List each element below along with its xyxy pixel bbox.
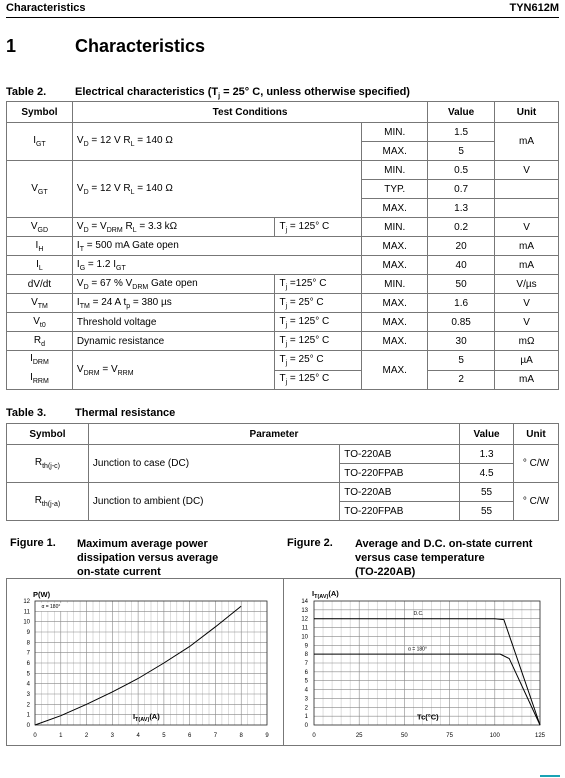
x-tick-label: 2: [84, 733, 89, 739]
temperature-cell: $T_j = 125^\circ$ C: [275, 370, 362, 390]
x-tick-label: 0: [312, 733, 316, 739]
limit-cell: TYP.: [362, 180, 428, 199]
y-tick-label: 10: [301, 634, 308, 641]
y-tick-label: 13: [301, 607, 308, 614]
y-tick-label: 11: [301, 625, 308, 632]
condition-cell: $V_D = V_{DRM}$ $R_L = 3.3$ kΩ: [72, 218, 275, 237]
table-row: [7, 483, 559, 502]
condition-cell: $V_D = 12$ V $R_L = 140$ Ω: [72, 123, 361, 161]
value-cell: 40: [428, 256, 495, 275]
x-axis-label: $I_{T(AV)}(A)$: [132, 711, 160, 723]
caption-line: dissipation versus average: [77, 552, 219, 564]
condition-cell: $V_D = 67$ % $V_{DRM}$ Gate open: [72, 275, 275, 294]
unit-cell: mA: [495, 370, 559, 390]
y-tick-label: 0: [304, 723, 308, 729]
y-tick-label: 2: [304, 705, 308, 712]
y-tick-label: 10: [23, 619, 30, 626]
y-tick-label: 3: [26, 692, 30, 698]
value-cell: 0.85: [428, 313, 495, 332]
figure2-caption: [355, 537, 532, 579]
unit-cell: V: [495, 294, 559, 313]
table-row: [7, 351, 559, 371]
y-axis-label: P(W): [33, 590, 51, 599]
condition-cell: $V_D = 12$ V $R_L = 140$ Ω: [72, 161, 361, 218]
table2-label: Table 2.: [6, 86, 47, 98]
temperature-cell: $T_j = 125^\circ$ C: [275, 332, 362, 351]
y-tick-label: 5: [304, 678, 308, 685]
symbol-cell: $V_{t0}$: [7, 313, 73, 332]
limit-cell: MAX.: [362, 199, 428, 218]
symbol-cell: $R_d$: [7, 332, 73, 351]
table3-label: Table 3.: [6, 407, 47, 419]
condition-cell: $I_T = 500$ mA Gate open: [72, 237, 361, 256]
y-tick-label: 11: [23, 609, 30, 616]
header-rule: [6, 17, 559, 18]
value-cell: 1.5: [428, 123, 495, 142]
caption-line: Maximum average power: [77, 538, 208, 550]
y-tick-label: 4: [26, 681, 30, 688]
parameter-cell: Junction to case (DC): [88, 445, 339, 483]
table-header-row: [7, 102, 559, 123]
package-cell: TO-220FPAB: [340, 502, 460, 521]
col-unit: Unit: [514, 424, 559, 445]
limit-cell: MIN.: [362, 218, 428, 237]
unit-cell: mA: [495, 256, 559, 275]
unit-cell: V: [495, 161, 559, 180]
value-cell: 5: [428, 142, 495, 161]
symbol-cell: $R_{th(j-c)}$: [7, 445, 89, 483]
col-test-conditions: Test Conditions: [72, 102, 427, 123]
x-tick-label: 8: [239, 733, 243, 739]
table-row: [7, 275, 559, 294]
footer-accent: [540, 775, 560, 777]
col-parameter: Parameter: [88, 424, 459, 445]
section-title: Characteristics: [75, 36, 206, 56]
table-row: [7, 218, 559, 237]
running-header-left: Characteristics: [6, 2, 86, 14]
unit-cell: mA: [495, 237, 559, 256]
table-row: [7, 237, 559, 256]
on-state-current-chart: [284, 579, 560, 745]
x-tick-label: 7: [213, 733, 218, 739]
unit-cell: mΩ: [495, 332, 559, 351]
x-axis-label: Tc(°C): [417, 712, 439, 722]
unit-cell: ° C/W: [514, 445, 559, 483]
table-row: [7, 161, 559, 180]
y-tick-label: 2: [26, 702, 30, 709]
y-tick-label: 1: [304, 714, 308, 721]
unit-cell: ° C/W: [514, 483, 559, 521]
x-tick-label: 9: [265, 733, 269, 739]
col-value: Value: [460, 424, 514, 445]
x-tick-label: 1: [59, 733, 63, 739]
condition-cell: $V_{DRM} = V_{RRM}$: [72, 351, 275, 390]
condition-cell: $I_{TM} = 24$ A $t_p = 380$ µs: [72, 294, 275, 313]
value-cell: 0.7: [428, 180, 495, 199]
value-cell: 0.2: [428, 218, 495, 237]
y-tick-label: 12: [23, 599, 30, 605]
limit-cell: MAX.: [362, 294, 428, 313]
table-row: [7, 445, 559, 464]
x-tick-label: 50: [401, 733, 408, 739]
figure1-label: Figure 1.: [10, 537, 56, 549]
symbol-cell: $I_L$: [7, 256, 73, 275]
value-cell: 1.3: [460, 445, 514, 464]
symbol-cell: $I_H$: [7, 237, 73, 256]
value-cell: 55: [460, 483, 514, 502]
figure2-chart-frame: [283, 578, 561, 746]
y-tick-label: 14: [301, 599, 308, 605]
temperature-cell: $T_j =125^\circ$ C: [275, 275, 362, 294]
value-cell: 4.5: [460, 464, 514, 483]
electrical-characteristics-table: [6, 101, 559, 390]
parameter-cell: Junction to ambient (DC): [88, 483, 339, 521]
package-cell: TO-220AB: [340, 483, 460, 502]
symbol-cell: $V_{TM}$: [7, 294, 73, 313]
annotation-label: α = 180°: [41, 604, 61, 611]
figure1-caption: [77, 537, 218, 579]
y-tick-label: 4: [304, 687, 308, 694]
y-tick-label: 9: [26, 630, 30, 636]
x-tick-label: 5: [162, 733, 166, 739]
temperature-cell: $T_j = 25^\circ$ C: [275, 294, 362, 313]
unit-cell-empty: [495, 199, 559, 218]
value-cell: 50: [428, 275, 495, 294]
y-tick-label: 6: [304, 669, 308, 676]
caption-line: (TO-220AB): [355, 566, 416, 578]
temperature-cell: $T_j = 125^\circ$ C: [275, 313, 362, 332]
unit-cell: mA: [495, 123, 559, 161]
x-tick-label: 125: [534, 733, 546, 739]
symbol-cell: dV/dt: [7, 275, 73, 294]
y-tick-label: 5: [26, 671, 30, 678]
value-cell: 1.6: [428, 294, 495, 313]
figure2-label: Figure 2.: [287, 537, 333, 549]
value-cell: 30: [428, 332, 495, 351]
series-label: D.C.: [413, 611, 424, 618]
table-row: [7, 294, 559, 313]
condition-cell: Dynamic resistance: [72, 332, 275, 351]
limit-cell: MAX.: [362, 351, 428, 390]
table-row: [7, 123, 559, 142]
x-tick-label: 4: [136, 733, 140, 739]
x-tick-label: 25: [355, 733, 363, 739]
y-tick-label: 8: [26, 640, 30, 647]
x-tick-label: 3: [110, 733, 115, 739]
temperature-cell: $T_j = 125^\circ$ C: [275, 218, 362, 237]
symbol-cell: $R_{th(j-a)}$: [7, 483, 89, 521]
condition-cell: $I_G = 1.2$ $I_{GT}$: [72, 256, 361, 275]
col-symbol: Symbol: [7, 424, 89, 445]
symbol-cell: $V_{GT}$: [7, 161, 73, 218]
y-axis-label: $I_{T(AV)}(A)$: [312, 589, 339, 600]
limit-cell: MAX.: [362, 142, 428, 161]
package-cell: TO-220FPAB: [340, 464, 460, 483]
value-cell: 20: [428, 237, 495, 256]
section-number: 1: [6, 36, 17, 56]
y-tick-label: 1: [26, 712, 30, 719]
col-symbol: Symbol: [7, 102, 73, 123]
value-cell: 0.5: [428, 161, 495, 180]
y-tick-label: 3: [304, 696, 308, 703]
limit-cell: MIN.: [362, 275, 428, 294]
limit-cell: MAX.: [362, 332, 428, 351]
x-tick-label: 0: [33, 733, 37, 739]
limit-cell: MAX.: [362, 256, 428, 275]
package-cell: TO-220AB: [340, 445, 460, 464]
y-tick-label: 6: [26, 661, 30, 667]
col-unit: Unit: [495, 102, 559, 123]
unit-cell: V: [495, 218, 559, 237]
table-row: [7, 332, 559, 351]
caption-line: versus case temperature: [355, 552, 485, 564]
symbol-cell: $V_{GD}$: [7, 218, 73, 237]
limit-cell: MIN.: [362, 161, 428, 180]
unit-cell: µA: [495, 351, 559, 371]
symbol-cell: $I_{DRM}$ $I_{RRM}$: [7, 351, 73, 390]
y-tick-label: 9: [304, 643, 308, 650]
limit-cell: MIN.: [362, 123, 428, 142]
power-dissipation-chart: [7, 579, 283, 745]
thermal-resistance-table: [6, 423, 559, 521]
x-tick-label: 100: [489, 733, 500, 739]
y-tick-label: 0: [26, 723, 30, 729]
value-cell: 2: [428, 370, 495, 390]
x-tick-label: 6: [187, 733, 192, 739]
table-row: [7, 256, 559, 275]
table-header-row: [7, 424, 559, 445]
unit-cell-empty: [495, 180, 559, 199]
caption-line: on-state current: [77, 566, 161, 578]
y-tick-label: 7: [304, 661, 308, 667]
limit-cell: MAX.: [362, 313, 428, 332]
running-header-right: TYN612M: [509, 2, 559, 14]
y-tick-label: 7: [26, 650, 30, 657]
series-label: α = 180°: [408, 646, 427, 653]
figure1-chart-frame: [6, 578, 284, 746]
caption-line: Average and D.C. on-state current: [355, 538, 533, 550]
x-tick-label: 75: [446, 733, 453, 739]
table3-title: Thermal resistance: [75, 407, 176, 419]
unit-cell: V: [495, 313, 559, 332]
value-cell: 5: [428, 351, 495, 371]
table-row: [7, 313, 559, 332]
col-value: Value: [428, 102, 495, 123]
y-tick-label: 8: [304, 652, 308, 659]
symbol-cell: $I_{GT}$: [7, 123, 73, 161]
temperature-cell: $T_j = 25^\circ$ C: [275, 351, 362, 371]
limit-cell: MAX.: [362, 237, 428, 256]
unit-cell: V/µs: [495, 275, 559, 294]
y-tick-label: 12: [301, 616, 308, 623]
value-cell: 1.3: [428, 199, 495, 218]
condition-cell: Threshold voltage: [72, 313, 275, 332]
table2-title: Electrical characteristics ($T_j = 25^\circ$ C, unless otherwise specified): [75, 86, 410, 101]
value-cell: 55: [460, 502, 514, 521]
